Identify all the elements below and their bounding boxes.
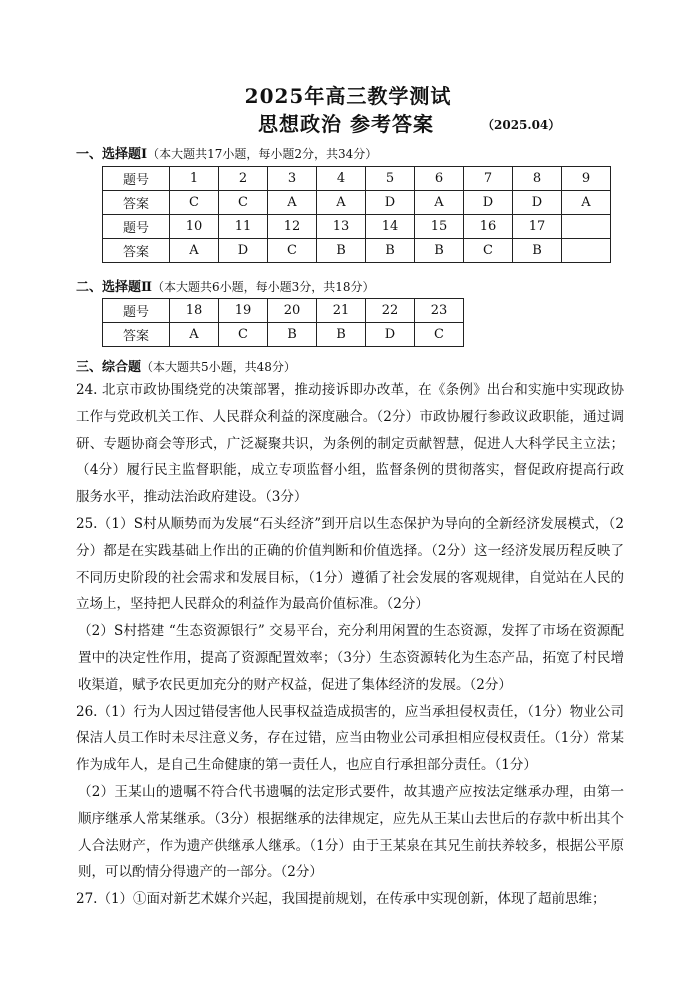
answer-body xyxy=(76,377,624,913)
section-3-note: （本大题共5小题，共48分） xyxy=(141,360,296,374)
table-cell: A xyxy=(170,323,219,347)
table-cell: 5 xyxy=(366,167,415,191)
table-cell: 20 xyxy=(268,299,317,323)
answer-q27-1: 27.（1）①面对新艺术媒介兴起，我国提前规划，在传承中实现创新，体现了超前思维； xyxy=(76,891,606,908)
table-cell: B xyxy=(415,239,464,263)
row-header: 答案 xyxy=(103,191,170,215)
table-row xyxy=(103,239,611,263)
table-cell xyxy=(562,239,611,263)
document-title: 2025年高三教学测试 xyxy=(244,84,452,108)
section-3-heading xyxy=(76,356,296,375)
table-cell: 15 xyxy=(415,215,464,239)
table-cell: B xyxy=(268,323,317,347)
answer-q26-1: 26.（1）行为人因过错侵害他人民事权益造成损害的，应当承担侵权责任，（1分）物业公司保洁人员工作时未尽注意义务，存在过错，应当由物业公司承担相应侵权责任。（1分）常某作为成年人，是自己生命健康的第一责任人，也应自行承担部分责任。（1分） xyxy=(76,703,624,774)
table-cell: 19 xyxy=(219,299,268,323)
section-3-label: 三、综合题 xyxy=(76,360,142,375)
table-cell: B xyxy=(317,323,366,347)
table-cell: 14 xyxy=(366,215,415,239)
table-cell: D xyxy=(366,191,415,215)
answer-q24: 24. 北京市政协围绕党的决策部署，推动接诉即办改革，在《条例》出台和实施中实现政协工作与党政机关工作、人民群众利益的深度融合。（2分）市政协履行参政议政职能，通过调研、专题协商会等形式，广泛凝聚共识，为条例的制定贡献智慧，促进人大科学民主立法；（4分）履行民主监督职能，成立专项监督小组，监督条例的贯彻落实，督促政府提高行政服务水平，推动法治政府建设。（3分） xyxy=(76,382,624,506)
table-cell: C xyxy=(219,323,268,347)
table-cell: 2 xyxy=(219,167,268,191)
table-cell: 17 xyxy=(513,215,562,239)
section-1-label: 一、选择题Ⅰ xyxy=(76,147,148,162)
table-cell: A xyxy=(317,191,366,215)
section-1-heading xyxy=(76,143,377,162)
table-cell: D xyxy=(513,191,562,215)
table-cell: 7 xyxy=(464,167,513,191)
table-cell: 23 xyxy=(415,299,464,323)
table-cell: B xyxy=(317,239,366,263)
table-cell: A xyxy=(268,191,317,215)
table-cell: C xyxy=(415,323,464,347)
table-cell: 1 xyxy=(170,167,219,191)
table-cell: 3 xyxy=(268,167,317,191)
section-2-label: 二、选择题Ⅱ xyxy=(76,280,152,295)
table-row xyxy=(103,191,611,215)
table-cell: 21 xyxy=(317,299,366,323)
table-cell: 12 xyxy=(268,215,317,239)
row-header: 题号 xyxy=(103,299,170,323)
document-date: （2025.04） xyxy=(482,118,561,132)
document-subtitle: 思想政治 参考答案 xyxy=(258,112,434,136)
table-cell: D xyxy=(366,323,415,347)
table-cell: A xyxy=(170,239,219,263)
table-cell: 18 xyxy=(170,299,219,323)
table-cell: 9 xyxy=(562,167,611,191)
table-cell: D xyxy=(464,191,513,215)
table-cell: 10 xyxy=(170,215,219,239)
table-cell: C xyxy=(219,191,268,215)
answer-table-2 xyxy=(102,298,464,347)
section-1-note: （本大题共17小题，每小题2分，共34分） xyxy=(147,147,378,161)
table-cell: B xyxy=(366,239,415,263)
table-cell: C xyxy=(464,239,513,263)
table-cell: 16 xyxy=(464,215,513,239)
table-cell: C xyxy=(170,191,219,215)
table-cell: 8 xyxy=(513,167,562,191)
table-cell: 4 xyxy=(317,167,366,191)
row-header: 题号 xyxy=(103,167,170,191)
table-row xyxy=(103,215,611,239)
table-cell xyxy=(562,215,611,239)
answer-q26-2: （2）王某山的遗嘱不符合代书遗嘱的法定形式要件，故其遗产应按法定继承办理，由第一顺序继承人常某继承。（3分）根据继承的法律规定，应先从王某山去世后的存款中析出其个人合法财产，作为遗产供继承人继承。（1分）由于王某泉在其兄生前扶养较多，根据公平原则，可以酌情分得遗产的一部分。（2分） xyxy=(78,783,624,881)
table-cell: 11 xyxy=(219,215,268,239)
answer-table-1 xyxy=(102,166,611,263)
table-cell: B xyxy=(513,239,562,263)
table-cell: D xyxy=(219,239,268,263)
section-2-note: （本大题共6小题，每小题3分，共18分） xyxy=(151,280,375,294)
table-cell: A xyxy=(562,191,611,215)
table-cell: 6 xyxy=(415,167,464,191)
table-row xyxy=(103,323,464,347)
section-2-heading xyxy=(76,276,375,295)
answer-q25-1: 25.（1）S村从顺势而为发展“石头经济”到开启以生态保护为导向的全新经济发展模式，（2分）都是在实践基础上作出的正确的价值判断和价值选择。（2分）这一经济发展历程反映了不同历史阶段的社会需求和发展目标，（1分）遵循了社会发展的客观规律，自觉站在人民的立场上，坚持把人民群众的利益作为最高价值标准。（2分） xyxy=(76,515,624,613)
row-header: 答案 xyxy=(103,239,170,263)
table-cell: C xyxy=(268,239,317,263)
table-row xyxy=(103,299,464,323)
row-header: 题号 xyxy=(103,215,170,239)
table-cell: 22 xyxy=(366,299,415,323)
table-cell: 13 xyxy=(317,215,366,239)
table-row xyxy=(103,167,611,191)
table-cell: A xyxy=(415,191,464,215)
answer-q25-2: （2）S村搭建 “生态资源银行” 交易平台，充分利用闲置的生态资源，发挥了市场在资源配置中的决定性作用，提高了资源配置效率；（3分）生态资源转化为生态产品，拓宽了村民增收渠道，赋予农民更加充分的财产权益，促进了集体经济的发展。（2分） xyxy=(78,623,624,693)
row-header: 答案 xyxy=(103,323,170,347)
